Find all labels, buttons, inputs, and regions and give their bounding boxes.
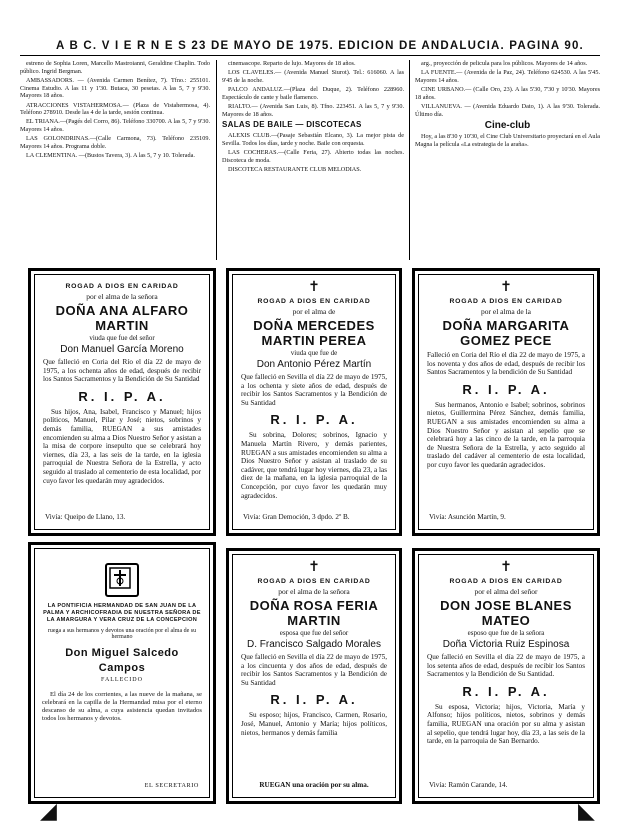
notice-soul: ruega a sus hermanos y devotos una oración por el alma de su hermano	[47, 628, 197, 640]
address: Vivía: Asunción Martín, 9.	[429, 513, 506, 521]
death-details: Que falleció en Coria del Río el día 22 de mayo de 1975, a los ochenta años de edad, después de recibir los Santos Sacramentos y la Bendición de Su Santidad	[43, 358, 201, 384]
deceased-name: DON JOSE BLANES MATEO	[440, 598, 572, 628]
notice-ask: ROGAD A DIOS EN CARIDAD	[257, 298, 371, 305]
notice-soul: por el alma de	[292, 307, 336, 316]
section-heading: SALAS DE BAILE — DISCOTECAS	[222, 120, 362, 130]
address: Vivía: Gran Democión, 3 dpdo. 2º B.	[243, 513, 350, 521]
cross-icon: ✝	[500, 560, 512, 575]
column-right	[415, 60, 600, 260]
cine-club-text: Hoy, a las 8'30 y 10'30, el Cine Club Universitario proyectará en el Aula Magna la película «La estrategia de la araña».	[415, 133, 600, 148]
column-middle	[222, 60, 404, 260]
ripa: R. I. P. A.	[270, 412, 358, 428]
address: RUEGAN una oración por su alma.	[259, 781, 369, 789]
notice-ask: ROGAD A DIOS EN CARIDAD	[257, 578, 371, 585]
notice-ask: ROGAD A DIOS EN CARIDAD	[65, 283, 179, 290]
listing: cinemascope. Reparto de lujo. Mayores de 18 años.	[228, 60, 356, 67]
notice-soul: por el alma del señor	[474, 587, 538, 596]
listing: RIALTO.— (Avenida San Luis, 8). Tfno. 223451. A las 5, 7 y 9'30. Mayores de 18 años.	[222, 103, 404, 118]
brotherhood-seal-icon	[105, 563, 139, 597]
obituary-notice	[412, 548, 600, 804]
signature: EL SECRETARIO	[144, 782, 199, 789]
family-text: Su sobrina, Dolores; sobrinos, Ignacio y Manuela Martín Rivero, y demás parientes, RUEGAN a sus amistades encomienden su alma a Dios Nuestro Señor y asistan al traslado de su cadáver, que tendrá lugar hoy viernes, día 23, a las diez de la mañana, en la iglesia parroquial de la Concepción, por cuyo favor les quedarán muy agradecidos.	[241, 431, 387, 500]
ripa: R. I. P. A.	[270, 692, 358, 708]
obituary-notice	[226, 548, 402, 804]
spouse-name: Don Antonio Pérez Martín	[256, 359, 372, 370]
obituary-notice	[28, 268, 216, 536]
listing: LAS GOLONDRINAS.—(Calle Carmona, 73). Teléfono 235109. Mayores 14 años. Programa doble.	[20, 135, 210, 151]
cine-club-title: Cine-club	[484, 120, 531, 132]
family-text: Su esposo; hijos, Francisco, Carmen, Rosario, José, Manuel, Antonio y María; hijos políticos, nietos, hermanos y demás familia	[241, 711, 387, 737]
column-divider	[216, 60, 217, 260]
column-divider	[409, 60, 410, 260]
ripa: R. I. P. A.	[78, 388, 166, 404]
death-details: Que falleció en Sevilla el día 22 de mayo de 1975, a los ochenta y siete años de edad, después de recibir los Santos Sacramentos y la Bendición de Su Santidad	[241, 373, 387, 407]
deceased-name: DOÑA MERCEDES MARTIN PEREA	[253, 318, 375, 348]
relation: FALLECIDO	[101, 677, 143, 683]
relation: viuda que fue del señor	[89, 334, 155, 342]
death-details: Falleció en Coria del Río el día 22 de mayo de 1975, a los noventa y dos años de edad, después de recibir los Santos Sacramentos y la bendición de Su Santidad	[427, 351, 585, 377]
relation: esposa que fue del señor	[279, 629, 349, 637]
deceased-name: DOÑA ROSA FERIA MARTIN	[249, 598, 379, 628]
notice-soul: por el alma de la señora	[278, 587, 350, 596]
column-left	[20, 60, 210, 260]
listing: AMBASSADORS. — (Avenida Carmen Benítez, 7). Tfno.: 255101. Cinema Estudio. A las 11 y 1'30. Butaca, 30 pesetas. A las 5, 7 y 9'30. Mayores 18 años.	[20, 76, 210, 100]
family-text: Su esposa, Victoria; hijos, Victoria, María y Alfonso; hijos políticos, nietos, sobrinos y demás familia, RUEGAN una oración por su alma y asistan al sepelio, que tendrá lugar hoy, día 23, a las seis de la tarde, en la parroquia de San Bernardo.	[427, 702, 585, 746]
deceased-name: Don Miguel Salcedo Campos	[65, 647, 179, 674]
listing: LAS COCHERAS.—(Calle Feria, 27). Abierto todas las noches. Discoteca de moda.	[222, 149, 404, 164]
brotherhood-title: LA PONTIFICIA HERMANDAD DE SAN JUAN DE LA PALMA Y ARCHICOFRADIA DE NUESTRA SEÑORA DE LA AMARGURA Y VERA CRUZ DE LA CONCEPCION	[43, 603, 201, 623]
listing: estreno de Sophia Loren, Marcello Mastroianni, Geraldine Chaplin. Todo público. Ingrid Bergman.	[20, 60, 210, 75]
listing: PALCO ANDALUZ.—(Plaza del Duque, 2). Teléfono 228960. Espectáculo de cante y baile flamenco.	[222, 86, 404, 101]
obituary-notice	[412, 268, 600, 536]
listing: ALEXIS CLUB.—(Pasaje Sebastián Elcano, 3). La mejor pista de Sevilla. Todos los días, tarde y noche. Baile con orquesta.	[222, 132, 404, 147]
address: Vivía: Queipo de Llano, 13.	[45, 513, 126, 521]
family-text: El día 24 de los corrientes, a las nueve de la mañana, se celebrará en la capilla de la Hermandad misa por el eterno descanso de su alma, a cuya asistencia quedan invitados todos los hermanos y devotos.	[42, 691, 202, 722]
listing: DISCOTECA RESTAURANTE CLUB MELODIAS.	[228, 165, 362, 173]
deceased-name: DOÑA MARGARITA GOMEZ PECE	[442, 318, 570, 348]
death-details: Que falleció en Sevilla el día 22 de mayo de 1975, a los setenta años de edad, después de recibir los Santos Sacramentos y la Bendición de Su Santidad.	[427, 653, 585, 679]
listing: CINE URBANO.— (Calle Oro, 23). A las 5'30, 7'30 y 10'30. Mayores 18 años.	[415, 86, 600, 101]
notice-soul: por el alma de la señora	[86, 292, 158, 301]
corner-mark-icon: ◣	[578, 798, 595, 823]
listing: VILLANUEVA. — (Avenida Eduardo Dato, 1). A las 9'30. Tolerada. Último día.	[415, 103, 600, 118]
spouse-name: Don Manuel García Moreno	[60, 344, 184, 355]
listing: EL TRIANA.—(Pagés del Corro, 86). Teléfono 330700. A las 5, 7 y 9'30. Mayores 14 años.	[20, 118, 210, 134]
notice-ask: ROGAD A DIOS EN CARIDAD	[449, 298, 563, 305]
brotherhood-notice	[28, 542, 216, 804]
address: Vivía: Ramón Carande, 14.	[429, 781, 508, 789]
spouse-name: D. Francisco Salgado Morales	[247, 639, 381, 650]
page-header: A B C. V I E R N E S 23 DE MAYO DE 1975. EDICION DE ANDALUCIA. PAGINA 90.	[56, 40, 584, 52]
deceased-name: DOÑA ANA ALFARO MARTIN	[55, 303, 189, 333]
family-text: Sus hermanos, Antonio e Isabel; sobrinos, sobrinos nietos, Guillermina Pérez Sánchez, demás familia, RUEGAN a sus amistades encomienden su alma a Dios Nuestro Señor y asistan al sepelio que se celebrará hoy a las cinco de la tarde, en la parroquia de Nuestra Señora de la Estrella, y acto seguido al traslado del cadáver al cementerio de esta localidad, por cuyo favor les quedarán agradecidos.	[427, 400, 585, 469]
family-text: Sus hijos, Ana, Isabel, Francisco y Manuel; hijos políticos, Manuel, Pilar y José; nietos, sobrinos y demás familia, RUEGAN a sus amistades encomienden su alma a Dios Nuestro Señor y asistan a la misa de corpore insepulto que se celebrará hoy viernes, día 23, a las seis de la tarde, en la iglesia parroquial de Nuestra Señora de la Estrella, y acto seguido al traslado al cementerio de esta localidad, por cuyo favor les quedarán muy agradecidos.	[43, 407, 201, 485]
listing: LA FUENTE.— (Avenida de la Paz, 24). Teléfono 624530. A las 5'45. Mayores 14 años.	[415, 69, 600, 84]
obituary-notice	[226, 268, 402, 536]
corner-mark-icon: ◢	[40, 798, 57, 823]
death-details: Que falleció en Sevilla el día 22 de mayo de 1975, a los cincuenta y dos años de edad, después de recibir los Santos Sacramentos y la Bendición de Su Santidad	[241, 653, 387, 687]
header-rule	[20, 55, 600, 56]
notice-ask: ROGAD A DIOS EN CARIDAD	[449, 578, 563, 585]
listing: ATRACCIONES VISTAHERMOSA.— (Plaza de Vistahermosa, 4). Teléfono 278910. Desde las 4 de la tarde, sesión continua.	[20, 101, 210, 117]
cross-icon: ✝	[308, 560, 320, 575]
cross-icon: ✝	[308, 280, 320, 295]
relation: viuda que fue de	[290, 349, 338, 357]
ripa: R. I. P. A.	[462, 683, 550, 699]
listing: arg., proyección de pelicula para los públicos. Mayores de 14 años.	[421, 60, 588, 67]
listing: LA CLEMENTINA. —(Bustos Tavera, 3). A las 5, 7 y 10. Tolerada.	[26, 152, 195, 160]
listing: LOS CLAVELES.— (Avenida Manuel Siurot). Tel.: 616060. A las 9'45 de la noche.	[222, 69, 404, 84]
cross-icon: ✝	[500, 280, 512, 295]
relation: esposo que fue de la señora	[467, 629, 545, 637]
ripa: R. I. P. A.	[462, 381, 550, 397]
spouse-name: Doña Victoria Ruiz Espinosa	[442, 639, 570, 650]
notice-soul: por el alma de la	[481, 307, 531, 316]
